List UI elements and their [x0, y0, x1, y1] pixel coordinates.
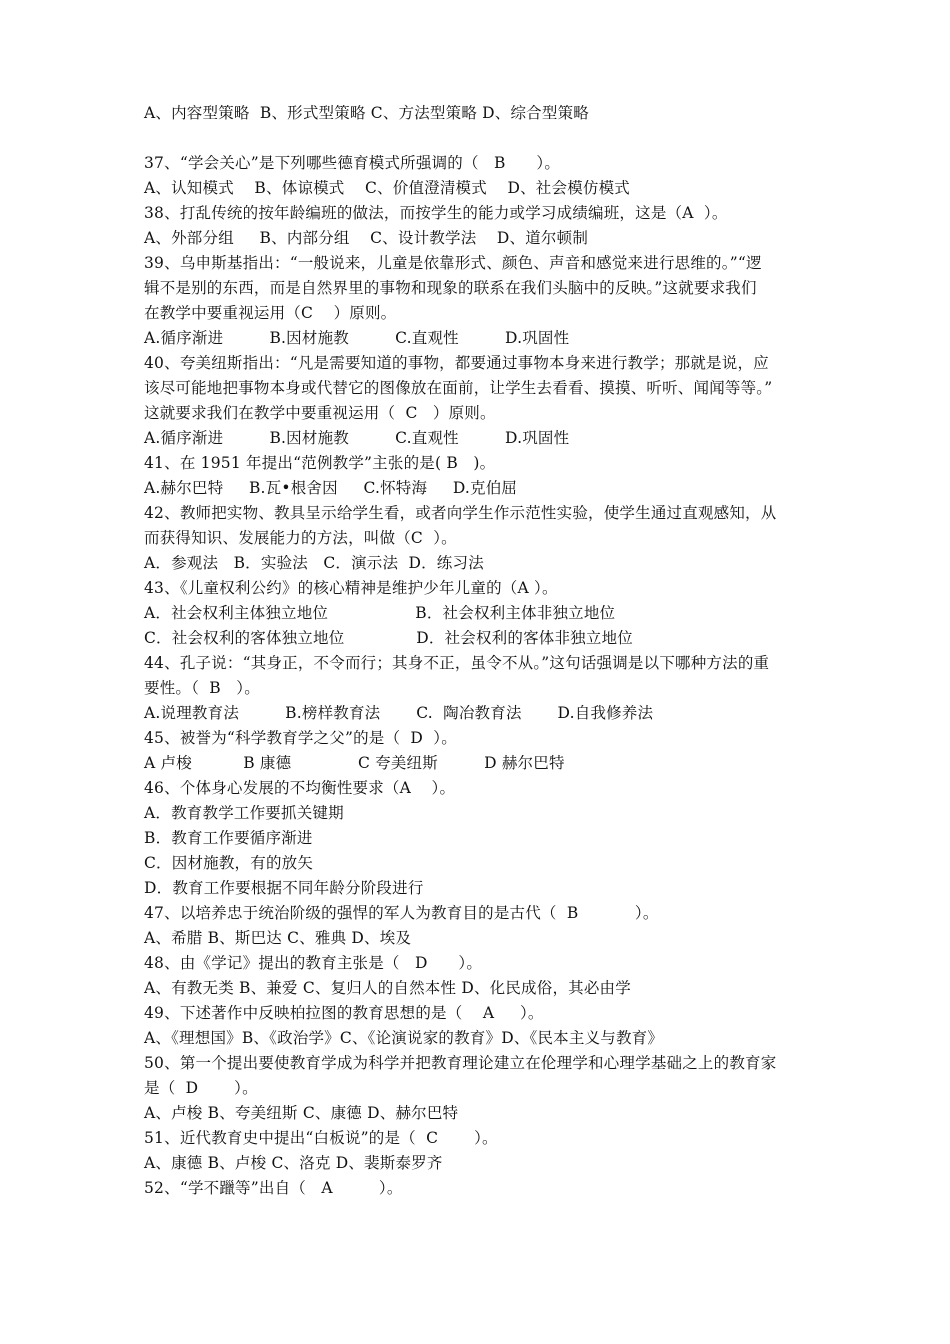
text-line: A、外部分组 B、内部分组 C、设计教学法 D、道尔顿制 — [144, 229, 589, 247]
text-line: 这就要求我们在教学中要重视运用（ C ）原则。 — [144, 404, 496, 422]
question-49: 49、下述著作中反映柏拉图的教育思想的是（ A ）。 — [144, 1004, 544, 1022]
question-46: 46、个体身心发展的不均衡性要求（A ）。 — [144, 779, 456, 797]
question-51: 51、近代教育史中提出“白板说”的是（ C ）。 — [144, 1129, 498, 1147]
text-line: 该尽可能地把事物本身或代替它的图像放在面前，让学生去看看、摸摸、听听、闻闻等等。” — [144, 379, 773, 397]
text-line: A、卢梭 B、夸美纽斯 C、康德 D、赫尔巴特 — [144, 1104, 459, 1122]
question-40: 40、夸美纽斯指出：“凡是需要知道的事物，都要通过事物本身来进行教学；那就是说，应 — [144, 354, 769, 372]
question-48: 48、由《学记》提出的教育主张是（ D ）。 — [144, 954, 483, 972]
text-line: A、希腊 B、斯巴达 C、雅典 D、埃及 — [144, 929, 412, 947]
text-line: A．教育教学工作要抓关键期 — [144, 804, 344, 822]
question-50: 50、第一个提出要使教育学成为科学并把教育理论建立在伦理学和心理学基础之上的教育家 — [144, 1054, 777, 1072]
text-line: C．因材施教，有的放矢 — [144, 854, 314, 872]
text-line: A 卢梭 B 康德 C 夸美纽斯 D 赫尔巴特 — [144, 754, 565, 772]
text-line: A、内容型策略 B、形式型策略 C、方法型策略 D、综合型策略 — [144, 104, 589, 122]
question-47: 47、以培养忠于统治阶级的强悍的军人为教育目的是古代（ B ）。 — [144, 904, 659, 922]
question-42: 42、教师把实物、教具呈示给学生看，或者向学生作示范性实验，使学生通过直观感知，从 — [144, 504, 777, 522]
question-41: 41、在 1951 年提出“范例教学”主张的是( B )。 — [144, 454, 496, 472]
text-line: A．参观法 B．实验法 C．演示法 D．练习法 — [144, 554, 484, 572]
text-line: A、康德 B、卢梭 C、洛克 D、裴斯泰罗齐 — [144, 1154, 443, 1172]
text-line: 而获得知识、发展能力的方法，叫做（C ）。 — [144, 529, 457, 547]
text-line: 是（ D ）。 — [144, 1079, 258, 1097]
text-line: 在教学中要重视运用（C ）原则。 — [144, 304, 397, 322]
question-38: 38、打乱传统的按年龄编班的做法，而按学生的能力或学习成绩编班，这是（A ）。 — [144, 204, 728, 222]
text-line: A、《理想国》B、《政治学》C、《论演说家的教育》D、《民本主义与教育》 — [144, 1029, 664, 1047]
text-line: B．教育工作要循序渐进 — [144, 829, 313, 847]
text-line: A.循序渐进 B.因材施教 C.直观性 D.巩固性 — [144, 429, 570, 447]
question-45: 45、被誉为“科学教育学之父”的是（ D ）。 — [144, 729, 457, 747]
text-line: D．教育工作要根据不同年龄分阶段进行 — [144, 879, 424, 897]
question-44: 44、孔子说：“其身正，不令而行；其身不正，虽令不从。”这句话强调是以下哪种方法的重 — [144, 654, 770, 672]
question-37: 37、“学会关心”是下列哪些德育模式所强调的（ B ）。 — [144, 154, 561, 172]
text-line: 辑不是别的东西，而是自然界里的事物和现象的联系在我们头脑中的反映。”这就要求我们 — [144, 279, 757, 297]
text-line: A.循序渐进 B.因材施教 C.直观性 D.巩固性 — [144, 329, 570, 347]
question-52: 52、“学不躐等”出自（ A ）。 — [144, 1179, 403, 1197]
text-line: A.说理教育法 B.榜样教育法 C. 陶冶教育法 D.自我修养法 — [144, 704, 654, 722]
text-line: A．社会权利主体独立地位 B．社会权利主体非独立地位 — [144, 604, 616, 622]
question-39: 39、乌申斯基指出：“一般说来，儿童是依靠形式、颜色、声音和感觉来进行思维的。”“逻 — [144, 254, 762, 272]
text-line: A.赫尔巴特 B.瓦•根舍因 C.怀特海 D.克伯屈 — [144, 479, 518, 497]
text-line: C．社会权利的客体独立地位 D．社会权利的客体非独立地位 — [144, 629, 633, 647]
question-43: 43、《儿童权利公约》的核心精神是维护少年儿童的（A ）。 — [144, 579, 558, 597]
text-line: 要性。（ B ）。 — [144, 679, 260, 697]
text-line: A、认知模式 B、体谅模式 C、价值澄清模式 D、社会模仿模式 — [144, 179, 630, 197]
text-line: A、有教无类 B、兼爱 C、复归人的自然本性 D、化民成俗，其必由学 — [144, 979, 631, 997]
